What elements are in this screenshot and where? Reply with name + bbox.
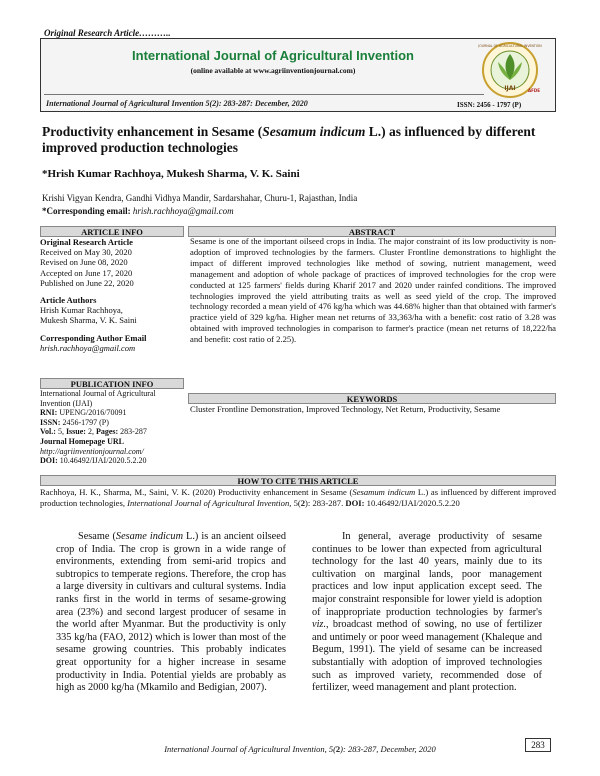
- corresponding-email-line: [42, 206, 234, 216]
- published-date: Published on June 22, 2020: [40, 277, 134, 288]
- issn-value: 2456-1797 (P): [60, 417, 109, 427]
- rni-label: RNI:: [40, 408, 58, 418]
- body-paragraph-1: [56, 531, 286, 695]
- cite-doi[interactable]: 10.46492/IJAI/2020.5.2.20: [364, 498, 460, 508]
- corresponding-author-email[interactable]: hrish.rachhoya@gmail.com: [40, 342, 136, 353]
- page-number: 283: [525, 738, 551, 752]
- article-info-panel: [40, 237, 184, 353]
- article-authors-line: Hrish Kumar Rachhoya,: [40, 305, 123, 316]
- body-paragraph-2: [312, 531, 542, 695]
- author-list: *Hrish Kumar Rachhoya, Mukesh Sharma, V. K. Saini: [42, 168, 300, 180]
- article-authors-line: Mukesh Sharma, V. K. Saini: [40, 315, 137, 326]
- keywords-text: Cluster Frontline Demonstration, Improved Technology, Net Return, Productivity, Sesame: [190, 404, 501, 414]
- cite-issue: 2: [300, 498, 306, 508]
- vol-label: Vol.:: [40, 427, 56, 437]
- how-to-cite-heading: HOW TO CITE THIS ARTICLE: [40, 475, 556, 486]
- homepage-link[interactable]: http://agriinventionjournal.com/: [40, 446, 144, 456]
- header-citation: International Journal of Agricultural Invention 5(2): 283-287: December, 2020: [46, 99, 308, 108]
- issue-label: Issue:: [65, 427, 86, 437]
- body-viz: viz.: [312, 619, 327, 631]
- article-authors-label: Article Authors: [40, 295, 97, 306]
- footer-issue: 2: [335, 744, 341, 754]
- volume-line: [40, 427, 184, 437]
- header-issn: ISSN: 2456 - 1797 (P): [457, 101, 522, 109]
- cite-part: ): 283-287.: [305, 498, 346, 508]
- history-label: Original Research Article: [40, 237, 133, 247]
- cite-part: Rachhoya, H. K., Sharma, M., Saini, V. K. (2020) Productivity enhancement in Sesame (: [40, 487, 353, 497]
- journal-online-note: (online available at www.agriinventionjournal.com): [190, 66, 356, 75]
- journal-name: International Journal of Agricultural Invention: [132, 48, 414, 63]
- title-part: L.) as influenced by different improved production technologies: [42, 124, 536, 155]
- pages-label: Pages:: [95, 427, 119, 437]
- title-species: Sesamum indicum: [262, 124, 366, 139]
- affiliation: Krishi Vigyan Kendra, Gandhi Vidhya Mandir, Sardarshahar, Churu-1, Rajasthan, India: [42, 193, 358, 203]
- corresponding-email[interactable]: hrish.rachhoya@gmail.com: [132, 206, 234, 216]
- article-info-heading: ARTICLE INFO: [40, 226, 184, 237]
- body-species: Sesame indicum: [115, 531, 184, 542]
- keywords-heading: KEYWORDS: [188, 393, 556, 404]
- issn-label: ISSN:: [40, 417, 61, 427]
- how-to-cite-text: [40, 487, 556, 509]
- body-text: , broadcast method of sowing, no use of fertilizer and untimely or poor weed management (Khaleque and Begum, 1991). The yield of sesame can be increased substantially with adoption of improved technologies such as improved variety, recommended dose of fertilizer, weed management and plant protection.: [312, 619, 542, 694]
- header-divider: [44, 94, 484, 95]
- homepage-label: Journal Homepage URL: [40, 436, 124, 446]
- issn-line: [40, 418, 184, 428]
- corresponding-author-label: Corresponding Author Email: [40, 332, 147, 343]
- body-text: In general, average productivity of sesame continues to be lower than expected from agricultural technology for the last 40 years, mainly due to its cultivation on marginal lands, poor management practices and low input application except seed. The major constraint responsible for lower yield is adoption of inappropriate production technologies by farmer's: [312, 531, 542, 618]
- publication-info-heading: PUBLICATION INFO: [40, 378, 184, 389]
- page-footer: [0, 744, 600, 754]
- doi-value[interactable]: 10.46492/IJAI/2020.5.2.20: [57, 456, 147, 466]
- revised-date: Revised on June 08, 2020: [40, 257, 128, 268]
- body-text: L.) is an ancient oilseed crop of India. The crop is grown in a wide range of environments, extending from semi-arid tropics and subtropics to temperate regions. Therefore, the crop has a large diversity in cultivars and cultural systems. India ranks first in the world in terms of sesame-growing area (23%) and second largest producer of sesame in the world after Myanmar. But the productivity is only 335 kg/ha (FAO, 2012) which is lower than most of the sesame growing countries. This probably indicates great opportunity for a higher increase in sesame productivity in India. Potential yields are probably as high as 2000 kg/ha (Mkamilo and Bedigian, 2007).: [56, 531, 286, 694]
- issue-value: 2,: [85, 427, 96, 437]
- abstract-text: Sesame is one of the important oilseed crops in India. The major constraint of its low productivity is non-adoption of improved technologies by the farmers. Cluster Frontline demonstrations to highlight the impact of different improved technologies like method of sowing, nutrient management, weed management and adoption of whole package of practices of improved technologies for the crop were conducted at 125 farmers' fields during Kharif 2017 and 2020 under rainfed conditions. The improved technologies improved the yield attributing traits as well as seed yield of the crop. The improved technology recorded a mean yield of 476 kg/ha which was 44.68% higher than that obtained with farmer's practice yield of 329 kg/ha. Higher mean net returns of 33,363/ha with a benefit: cost ratio of 3.28 was obtained with improved technologies in comparison to farmer's practice (mean net returns of 18,222/ha and benefit: cost ratio of 2.25).: [190, 236, 556, 345]
- article-type-label: Original Research Article………..: [44, 28, 171, 38]
- body-text: Sesame (: [78, 531, 116, 542]
- journal-logo-icon: [468, 40, 552, 100]
- received-date: Received on May 30, 2020: [40, 247, 132, 258]
- cite-species: Sesamum indicum: [352, 487, 416, 497]
- logo-text: IJAI: [504, 85, 516, 92]
- cite-doi-label: DOI:: [345, 498, 365, 508]
- footer-text: ): 283-287, December, 2020: [340, 744, 436, 754]
- cite-part: 5(: [291, 498, 301, 508]
- corresponding-label: *Corresponding email:: [42, 206, 131, 216]
- publication-info-panel: [40, 389, 184, 466]
- title-part: Productivity enhancement in Sesame (: [42, 124, 263, 139]
- abstract-heading: ABSTRACT: [188, 226, 556, 237]
- rni-value: UPENG/2016/70091: [57, 408, 127, 418]
- pages-value: 283-287: [118, 427, 147, 437]
- rni-line: [40, 408, 184, 418]
- article-title: [42, 124, 562, 156]
- accepted-date: Accepted on June 17, 2020: [40, 267, 133, 278]
- logo-small-text: AFDE: [528, 88, 540, 93]
- footer-text: International Journal of Agricultural Invention, 5(: [164, 744, 336, 754]
- logo-ring-text: JOURNAL OF AGRICULTURAL INVENTION: [478, 44, 542, 48]
- doi-line: [40, 456, 184, 466]
- cite-part: L.) as influenced by different improved production technologies,: [40, 487, 556, 508]
- publication-journal: International Journal of Agricultural: [40, 389, 156, 398]
- vol-value: 5,: [55, 427, 66, 437]
- publication-journal: Invention (IJAI): [40, 398, 93, 408]
- cite-journal: International Journal of Agricultural Invention,: [127, 498, 292, 508]
- doi-label: DOI:: [40, 456, 58, 466]
